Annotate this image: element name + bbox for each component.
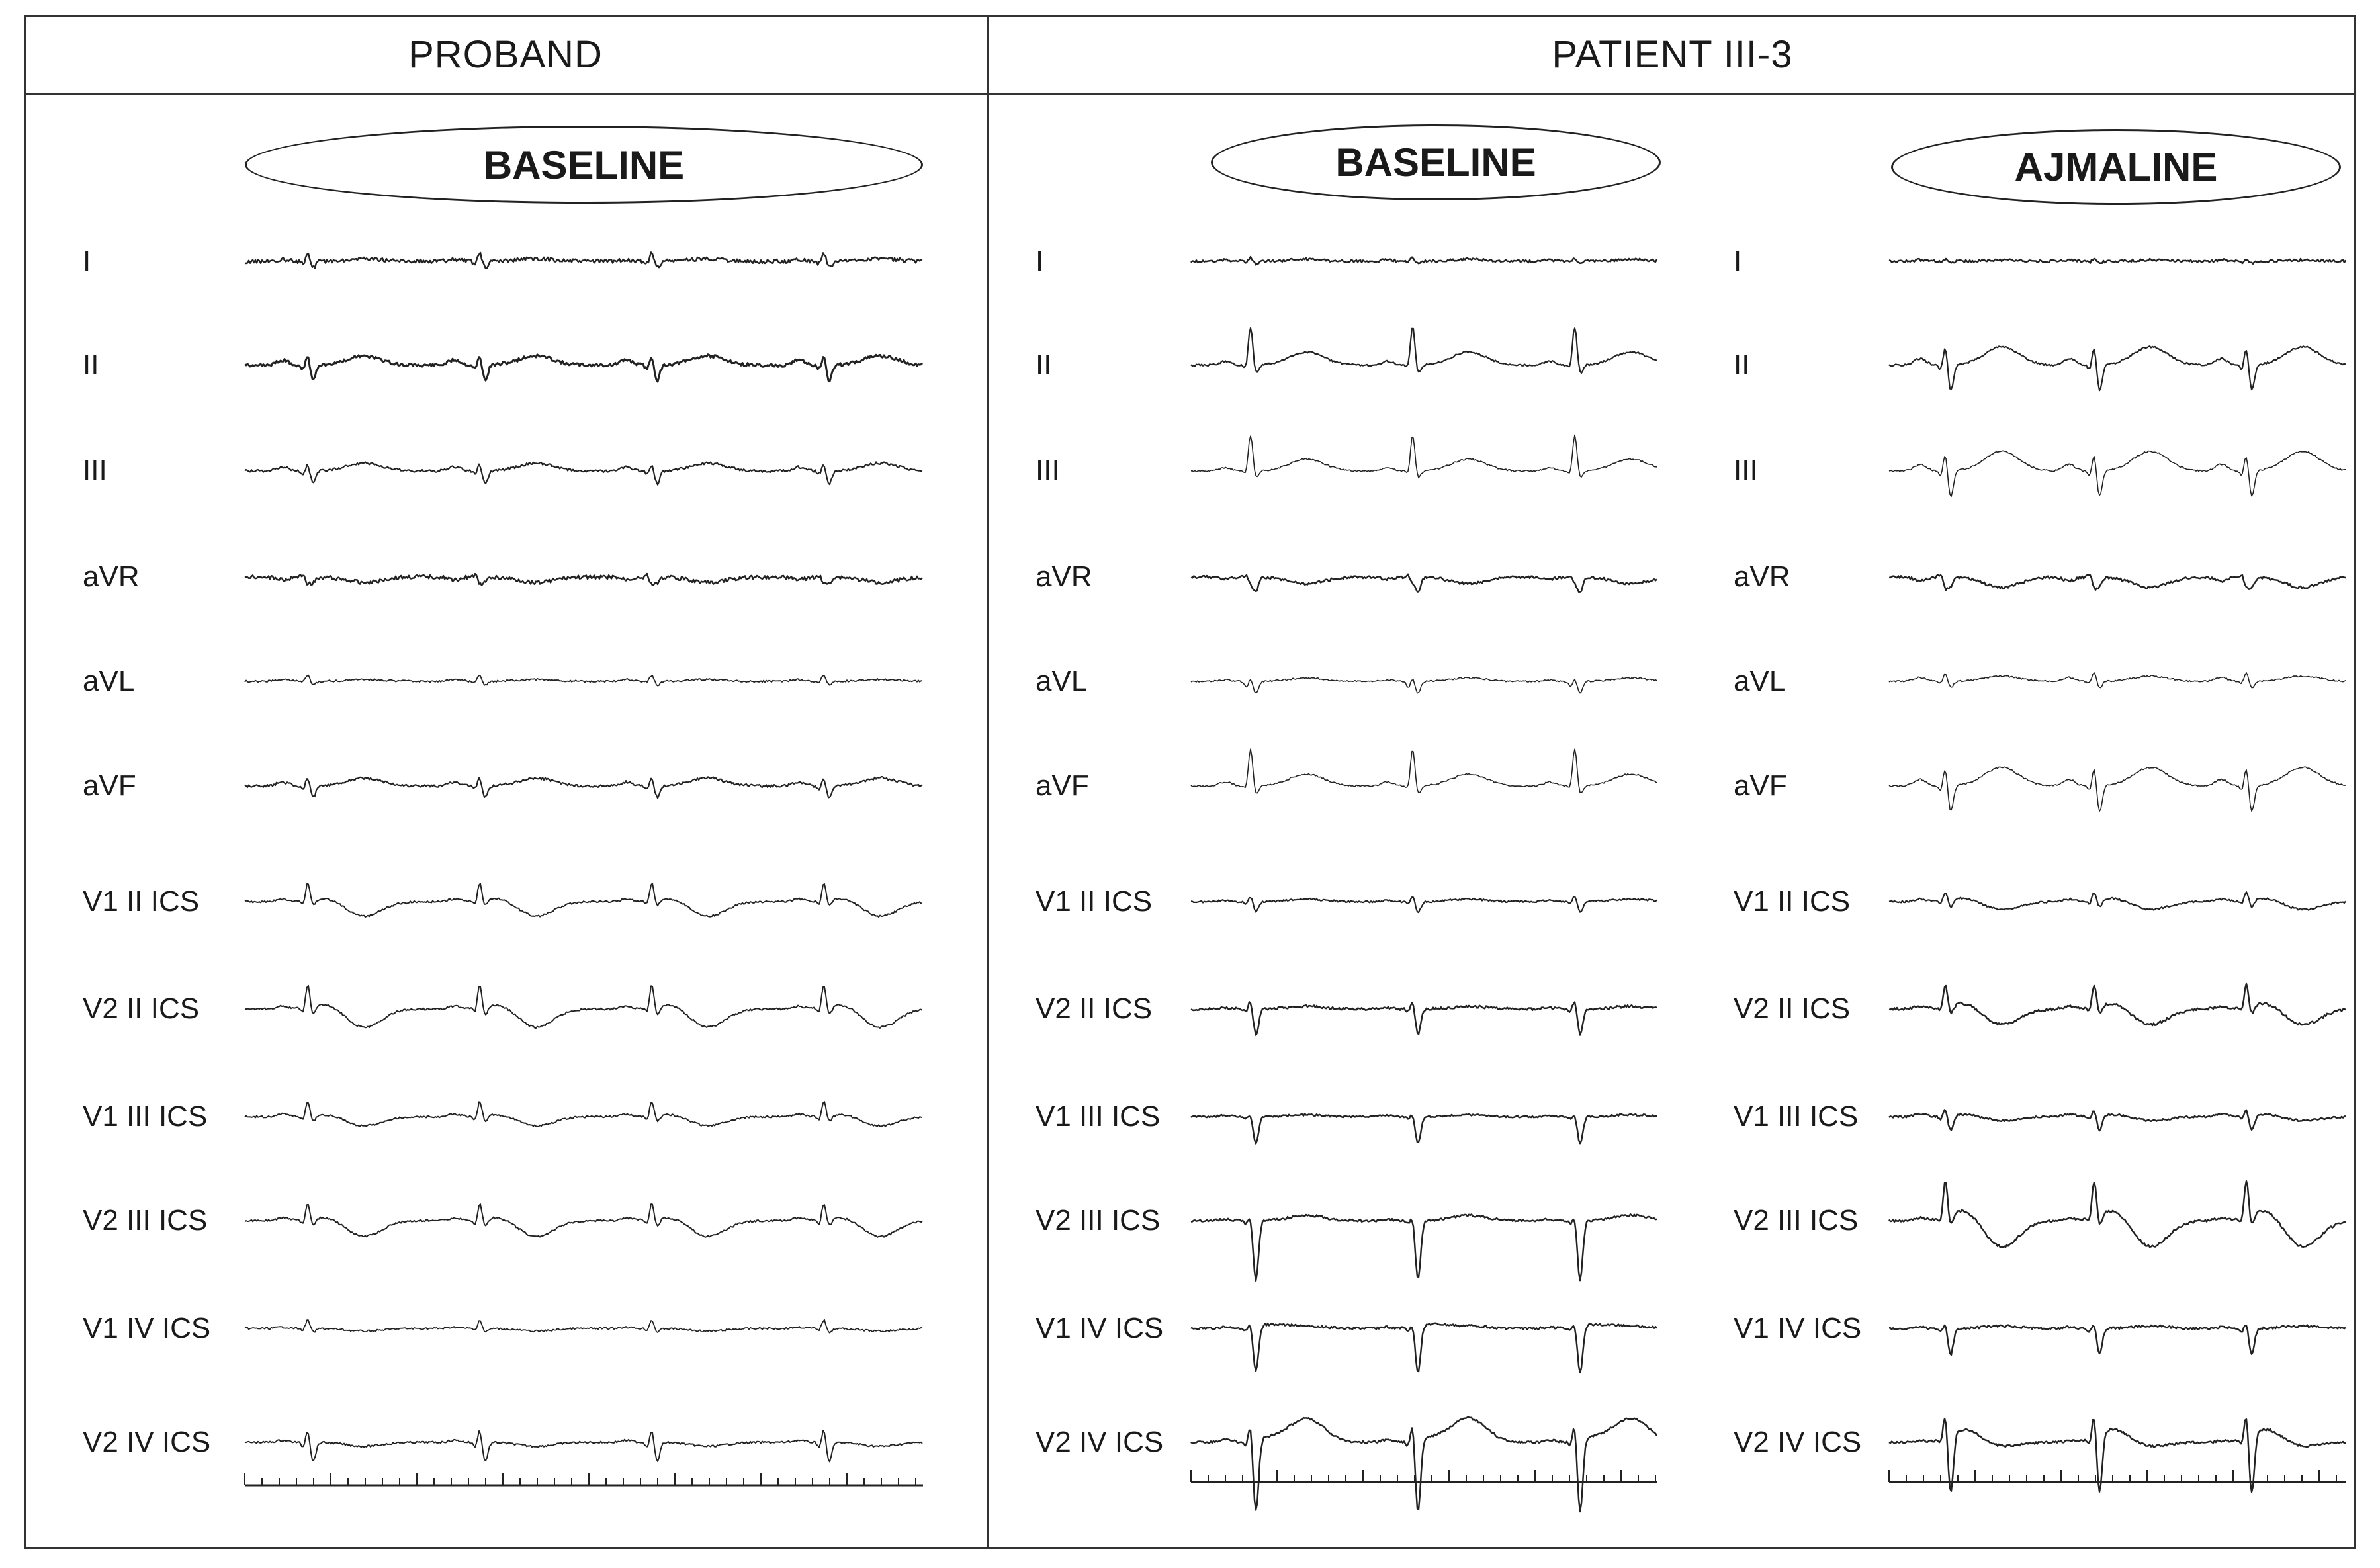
ecg-trace-proband-i	[245, 252, 922, 268]
ecg-trace-p3-base-v2-ii-ics	[1191, 1002, 1657, 1035]
ecg-trace-p3-ajm-avf	[1889, 767, 2346, 811]
ecg-trace-p3-ajm-avr	[1889, 575, 2346, 590]
ecg-trace-p3-base-ii	[1191, 328, 1657, 373]
ecg-trace-p3-base-avf	[1191, 749, 1657, 793]
ecg-trace-p3-base-v2-iii-ics	[1191, 1214, 1657, 1281]
ecg-trace-proband-iii	[245, 462, 922, 484]
ecg-trace-proband-v1-iii-ics	[245, 1102, 922, 1127]
lead-label-p3-base-v2-ii-ics: V2 II ICS	[1036, 992, 1153, 1025]
lead-label-p3-base-v2-iv-ics: V2 IV ICS	[1036, 1426, 1164, 1458]
condition-label-patient-baseline: BASELINE	[1335, 140, 1536, 185]
lead-label-proband-ii: II	[83, 349, 99, 381]
ecg-trace-proband-v2-iii-ics	[245, 1204, 922, 1237]
lead-label-p3-base-avl: aVL	[1036, 665, 1088, 697]
lead-label-p3-base-avr: aVR	[1036, 560, 1092, 593]
lead-label-p3-ajm-v2-iv-ics: V2 IV ICS	[1734, 1426, 1862, 1458]
panel-title-proband: PROBAND	[408, 33, 603, 76]
lead-label-proband-v2-iii-ics: V2 III ICS	[83, 1204, 208, 1237]
ecg-trace-p3-base-i	[1191, 257, 1657, 265]
ecg-trace-p3-ajm-avl	[1889, 673, 2346, 688]
lead-label-p3-ajm-iii: III	[1734, 455, 1758, 487]
ecg-trace-proband-v2-iv-ics	[245, 1430, 922, 1461]
ecg-trace-proband-v1-ii-ics	[245, 883, 922, 917]
ecg-trace-p3-base-iii	[1191, 435, 1657, 478]
ecg-trace-p3-ajm-v1-ii-ics	[1889, 892, 2346, 910]
panel-title-patient: PATIENT III-3	[1552, 33, 1793, 76]
ecg-trace-p3-base-avr	[1191, 574, 1657, 592]
ecg-trace-proband-avl	[245, 675, 922, 686]
lead-label-proband-v1-iii-ics: V1 III ICS	[83, 1100, 208, 1133]
lead-label-p3-base-v1-ii-ics: V1 II ICS	[1036, 885, 1153, 918]
lead-label-p3-base-iii: III	[1036, 455, 1060, 487]
lead-label-p3-ajm-v1-iii-ics: V1 III ICS	[1734, 1100, 1859, 1133]
ecg-trace-p3-base-avl	[1191, 677, 1657, 693]
lead-label-proband-v2-ii-ics: V2 II ICS	[83, 992, 200, 1025]
lead-label-p3-base-i: I	[1036, 245, 1044, 277]
ecg-trace-proband-v2-ii-ics	[245, 986, 922, 1028]
lead-label-p3-base-avf: aVF	[1036, 769, 1089, 802]
lead-label-proband-avl: aVL	[83, 665, 135, 697]
lead-label-proband-i: I	[83, 245, 91, 277]
lead-label-proband-iii: III	[83, 455, 107, 487]
lead-label-p3-ajm-avf: aVF	[1734, 769, 1787, 802]
ecg-trace-proband-avf	[245, 777, 922, 798]
lead-label-proband-v2-iv-ics: V2 IV ICS	[83, 1426, 211, 1458]
lead-label-p3-ajm-avl: aVL	[1734, 665, 1786, 697]
lead-label-p3-ajm-v1-iv-ics: V1 IV ICS	[1734, 1312, 1862, 1344]
lead-label-proband-v1-iv-ics: V1 IV ICS	[83, 1312, 211, 1344]
ecg-trace-p3-ajm-iii	[1889, 451, 2346, 496]
time-scale-proband	[245, 1473, 923, 1485]
ecg-trace-p3-ajm-v2-ii-ics	[1889, 984, 2346, 1025]
ecg-trace-proband-avr	[245, 574, 922, 586]
condition-label-proband-baseline: BASELINE	[483, 142, 685, 187]
lead-label-p3-ajm-ii: II	[1734, 349, 1750, 381]
lead-label-p3-ajm-v1-ii-ics: V1 II ICS	[1734, 885, 1851, 918]
lead-label-p3-base-v1-iv-ics: V1 IV ICS	[1036, 1312, 1164, 1344]
lead-label-proband-avf: aVF	[83, 769, 136, 802]
ecg-trace-p3-base-v1-iv-ics	[1191, 1323, 1657, 1373]
time-scale-p3-ajm	[1889, 1470, 2346, 1482]
ecg-trace-p3-base-v1-ii-ics	[1191, 896, 1657, 912]
lead-label-p3-ajm-v2-ii-ics: V2 II ICS	[1734, 992, 1851, 1025]
ecg-trace-p3-ajm-v2-iii-ics	[1889, 1181, 2346, 1248]
ecg-trace-p3-ajm-ii	[1889, 346, 2346, 390]
time-scale-p3-base	[1191, 1470, 1657, 1482]
ecg-trace-p3-ajm-v1-iv-ics	[1889, 1325, 2346, 1355]
ecg-trace-p3-base-v1-iii-ics	[1191, 1114, 1657, 1144]
lead-label-p3-base-v1-iii-ics: V1 III ICS	[1036, 1100, 1161, 1133]
lead-label-p3-ajm-i: I	[1734, 245, 1742, 277]
ecg-trace-p3-ajm-v1-iii-ics	[1889, 1110, 2346, 1131]
ecg-trace-p3-ajm-i	[1889, 259, 2346, 264]
lead-label-proband-v1-ii-ics: V1 II ICS	[83, 885, 200, 918]
lead-label-p3-base-v2-iii-ics: V2 III ICS	[1036, 1204, 1161, 1237]
ecg-trace-proband-v1-iv-ics	[245, 1320, 922, 1333]
ecg-trace-proband-ii	[245, 355, 922, 382]
lead-label-p3-base-ii: II	[1036, 349, 1052, 381]
lead-label-p3-ajm-avr: aVR	[1734, 560, 1790, 593]
lead-label-p3-ajm-v2-iii-ics: V2 III ICS	[1734, 1204, 1859, 1237]
ecg-trace-p3-base-v2-iv-ics	[1191, 1417, 1657, 1512]
condition-label-patient-ajmaline: AJMALINE	[2014, 145, 2218, 189]
lead-label-proband-avr: aVR	[83, 560, 140, 593]
